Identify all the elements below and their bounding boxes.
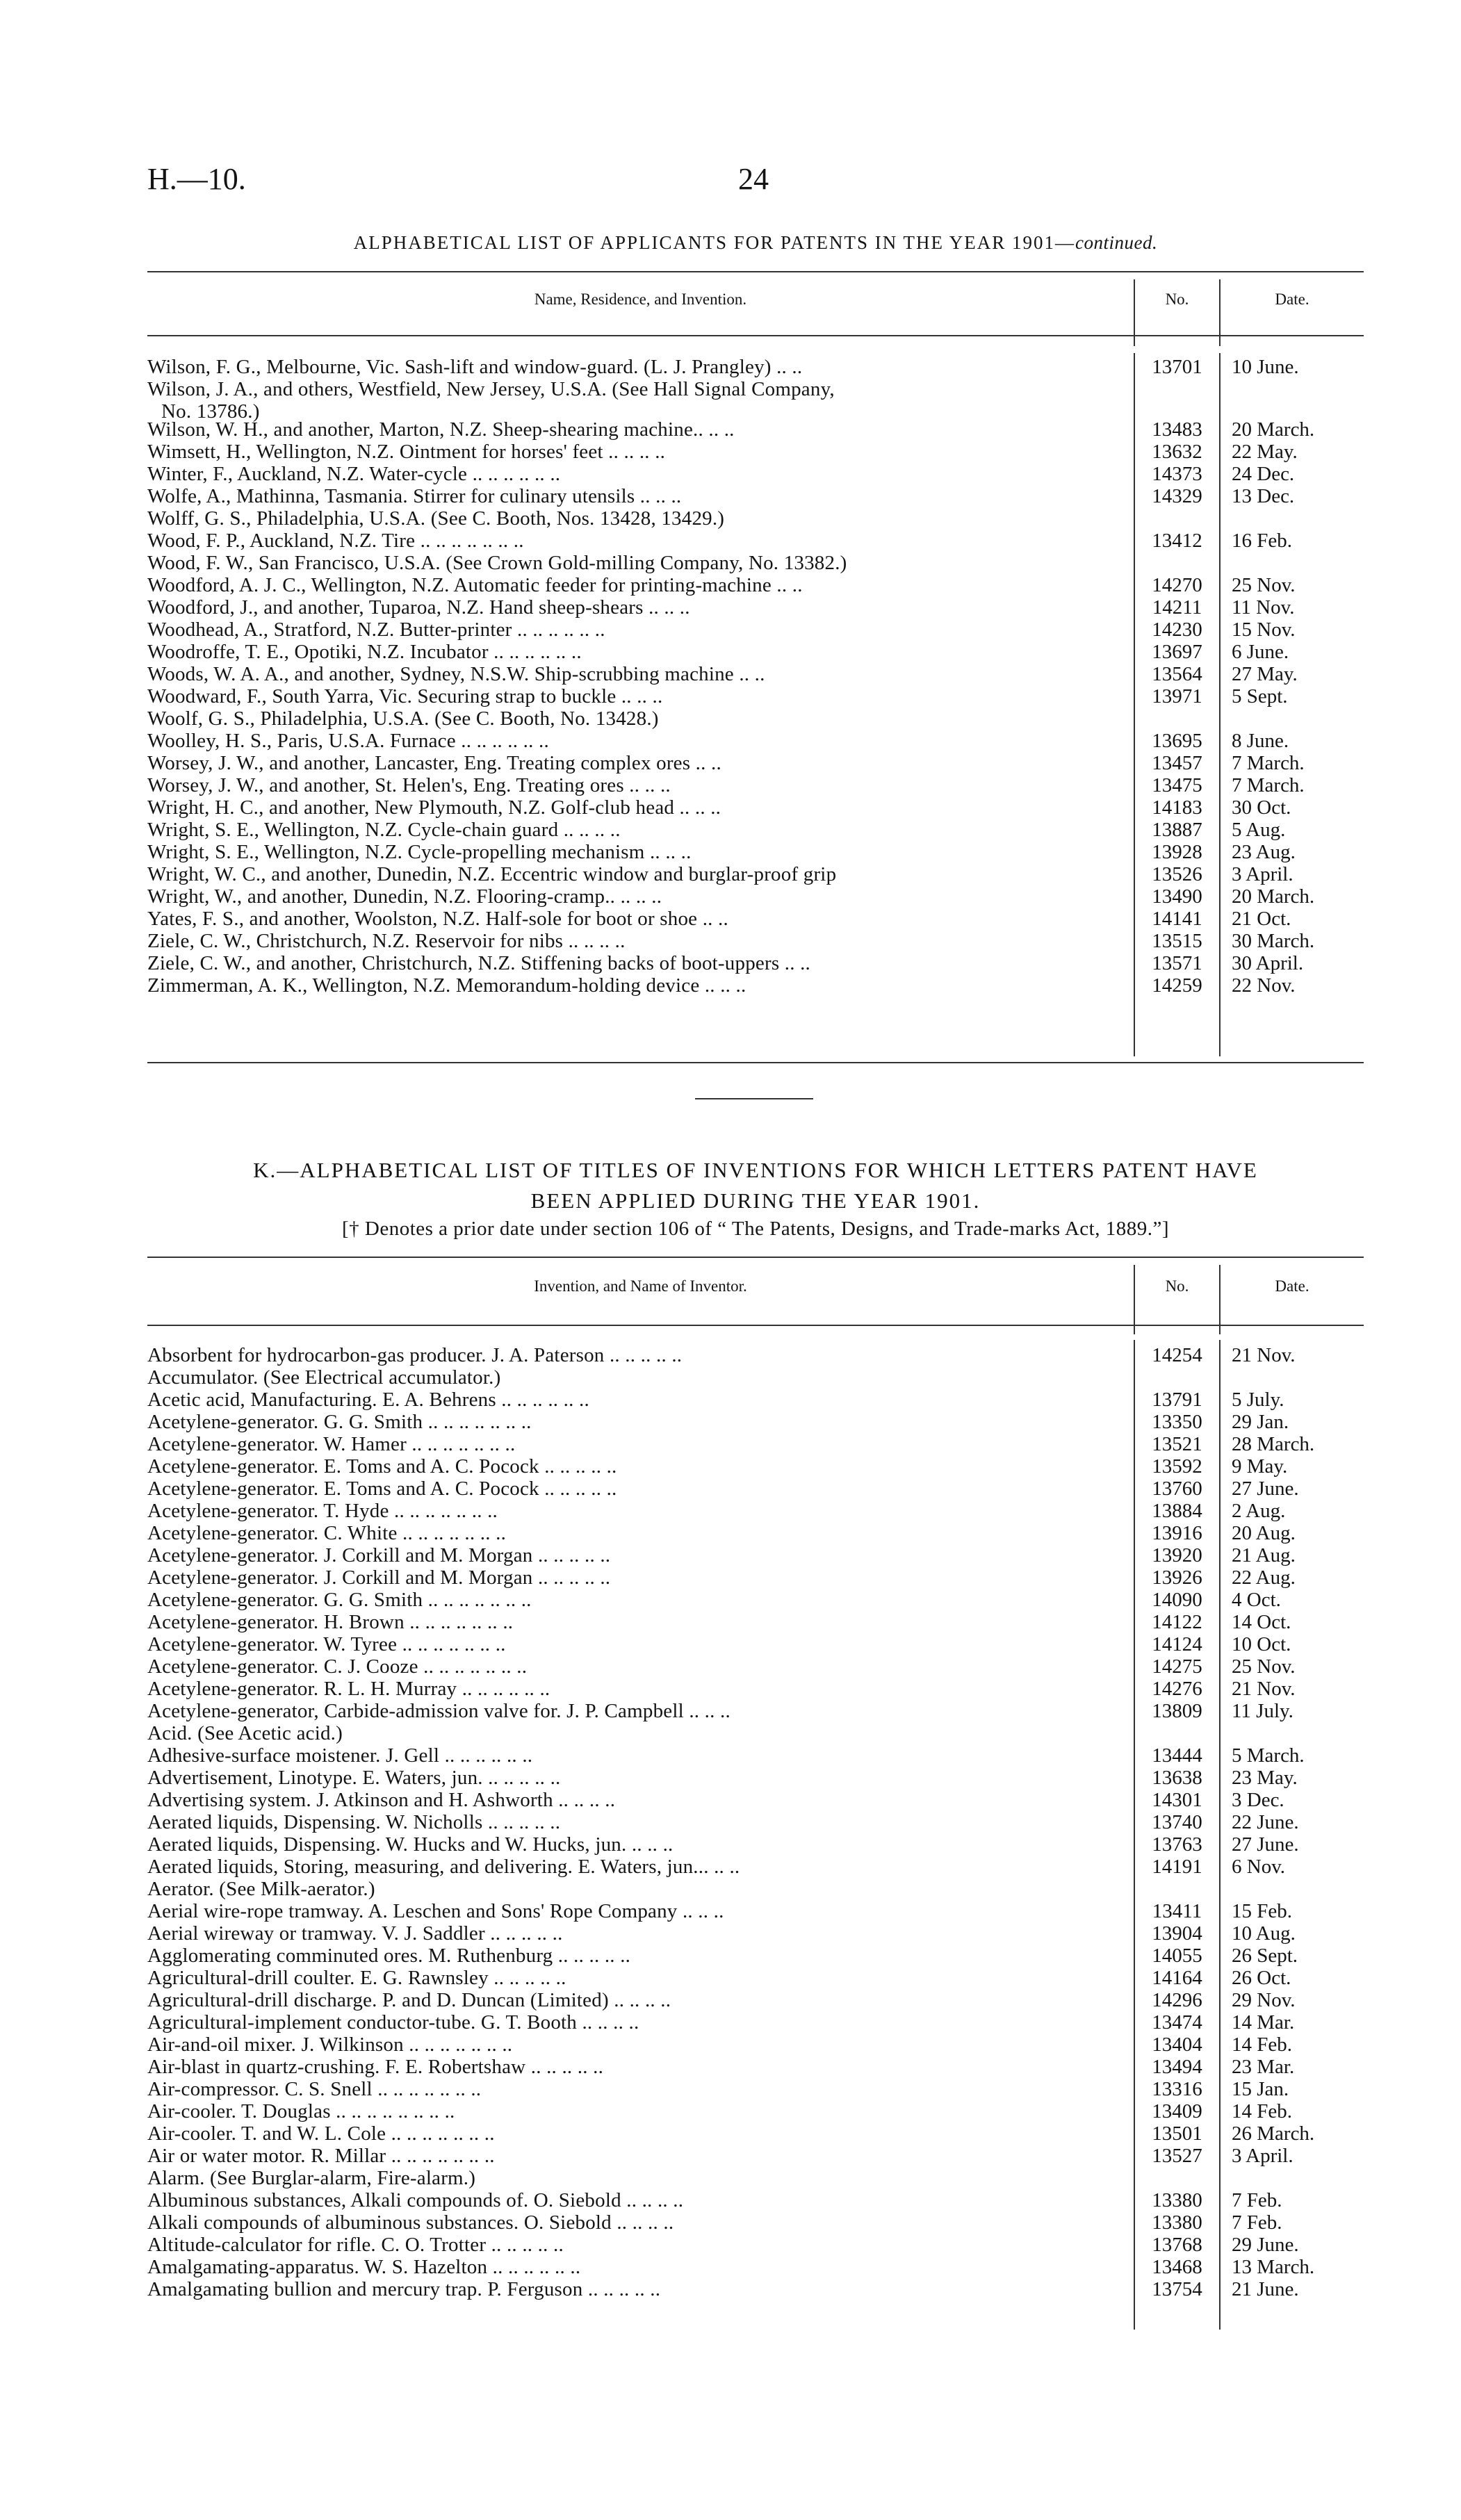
row-entry-text: Acetylene-generator, Carbide-admission valve for. J. P. Campbell .. .. .. [147,1700,730,1722]
column-divider [1134,1265,1135,1334]
row-entry-text: Air-and-oil mixer. J. Wilkinson .. .. .. .. .. .. .. [147,2034,513,2056]
row-date: 22 May. [1232,441,1298,463]
row-number: 14259 [1152,974,1202,997]
table-row [147,1500,1364,1522]
table-row [147,730,1364,752]
table-row [147,441,1364,463]
row-number: 13695 [1152,730,1202,752]
row-entry-text: Albuminous substances, Alkali compounds of. O. Siebold .. .. .. .. [147,2189,684,2211]
row-date: 2 Aug. [1232,1500,1286,1522]
column-header-no: No. [1165,291,1189,308]
row-date: 11 Nov. [1232,596,1295,619]
table-row [147,1767,1364,1789]
row-date: 3 April. [1232,863,1293,885]
row-number: 14301 [1152,1789,1202,1811]
row-entry-text: Acetic acid, Manufacturing. E. A. Behrens .. .. .. .. .. .. [147,1389,589,1411]
row-number: 13916 [1152,1522,1202,1544]
row-number: 14124 [1152,1633,1202,1655]
row-date: 27 June. [1232,1478,1299,1500]
row-date: 26 Sept. [1232,1945,1298,1967]
row-entry-text: Acetylene-generator. W. Hamer .. .. .. .. .. .. .. [147,1433,516,1455]
table-row [147,2011,1364,2034]
row-number: 13768 [1152,2234,1202,2256]
row-number: 13515 [1152,930,1202,952]
table-row [147,1989,1364,2011]
table-row [147,619,1364,641]
row-date: 27 June. [1232,1833,1299,1856]
row-entry-text: Woodward, F., South Yarra, Vic. Securing strap to buckle .. .. .. [147,685,663,707]
table-row [147,1433,1364,1455]
row-date: 23 Aug. [1232,841,1296,863]
row-date: 5 March. [1232,1744,1305,1767]
table-bottom-rule [147,1062,1364,1063]
row-number: 14164 [1152,1967,1202,1989]
row-number: 13571 [1152,952,1202,974]
row-entry-text: Aerial wireway or tramway. V. J. Saddler .. .. .. .. .. [147,1922,563,1945]
row-entry-text: Agricultural-drill coulter. E. G. Rawnsley .. .. .. .. .. [147,1967,566,1989]
row-entry-text: Advertisement, Linotype. E. Waters, jun. .. .. .. .. .. [147,1767,561,1789]
row-entry-text: Wright, H. C., and another, New Plymouth, N.Z. Golf-club head .. .. .. [147,796,721,819]
row-entry-text: Air-cooler. T. Douglas .. .. .. .. .. .. .. .. [147,2100,455,2122]
row-entry-text: Amalgamating bullion and mercury trap. P. Ferguson .. .. .. .. .. [147,2278,661,2300]
table-row [147,1811,1364,1833]
table-row [147,378,1364,400]
table-row [147,841,1364,863]
row-entry-text: Wright, W. C., and another, Dunedin, N.Z. Eccentric window and burglar-proof grip [147,863,837,885]
row-number: 14141 [1152,908,1202,930]
row-date: 4 Oct. [1232,1589,1281,1611]
table-row [147,552,1364,574]
row-number: 13474 [1152,2011,1202,2034]
table-row [147,1566,1364,1589]
row-entry-text: Wilson, W. H., and another, Marton, N.Z. Sheep-shearing machine.. .. .. [147,418,735,441]
column-header-no: No. [1165,1277,1189,1295]
row-date: 9 May. [1232,1455,1288,1478]
row-entry-text: Alarm. (See Burglar-alarm, Fire-alarm.) [147,2167,476,2189]
row-date: 15 Jan. [1232,2078,1289,2100]
table-row [147,1633,1364,1655]
table-row [147,663,1364,685]
row-number: 14254 [1152,1344,1202,1366]
row-date: 29 June. [1232,2234,1299,2256]
row-entry-text: Acetylene-generator. E. Toms and A. C. Pocock .. .. .. .. .. [147,1455,617,1478]
row-date: 14 Feb. [1232,2100,1292,2122]
row-date: 21 June. [1232,2278,1299,2300]
row-date: 6 Nov. [1232,1856,1286,1878]
row-entry-text: Worsey, J. W., and another, Lancaster, Eng. Treating complex ores .. .. [147,752,721,774]
row-entry-text: Aerated liquids, Dispensing. W. Hucks and W. Hucks, jun. .. .. .. [147,1833,674,1856]
table-row [147,1478,1364,1500]
column-header-date: Date. [1275,291,1309,308]
table-header-rule [147,1325,1364,1326]
row-date: 21 Oct. [1232,908,1291,930]
inventions-table [147,1257,1364,2334]
row-entry-text: Air-blast in quartz-crushing. F. E. Robertshaw .. .. .. .. .. [147,2056,604,2078]
row-entry-text: Aerial wire-rope tramway. A. Leschen and Sons' Rope Company .. .. .. [147,1900,724,1922]
row-entry-text: Aerated liquids, Storing, measuring, and delivering. E. Waters, jun... .. .. [147,1856,740,1878]
column-header-invention: Invention, and Name of Inventor. [534,1277,747,1295]
table-row [147,1589,1364,1611]
table-row [147,1878,1364,1900]
row-entry-text: Wolff, G. S., Philadelphia, U.S.A. (See C. Booth, Nos. 13428, 13429.) [147,507,725,530]
section1-title-text: ALPHABETICAL LIST OF APPLICANTS FOR PATENTS IN THE YEAR 1901— [353,232,1076,253]
row-entry-text: Acid. (See Acetic acid.) [147,1722,343,1744]
row-date: 21 Aug. [1232,1544,1296,1566]
row-entry-text: Agricultural-implement conductor-tube. G. T. Booth .. .. .. .. [147,2011,639,2034]
row-number: 13791 [1152,1389,1202,1411]
row-number: 13592 [1152,1455,1202,1478]
row-number: 14211 [1152,596,1202,619]
table-row [147,1411,1364,1433]
row-entry-text: Woolley, H. S., Paris, U.S.A. Furnace .. .. .. .. .. .. [147,730,549,752]
row-entry-text: Winter, F., Auckland, N.Z. Water-cycle .. .. .. .. .. .. [147,463,561,485]
table-row [147,2100,1364,2122]
row-number: 14230 [1152,619,1202,641]
row-entry-text: Ziele, C. W., Christchurch, N.Z. Reservoir for nibs .. .. .. .. [147,930,626,952]
section2-title-line2: BEEN APPLIED DURING THE YEAR 1901. [530,1188,981,1213]
row-entry-text: Absorbent for hydrocarbon-gas producer. J. A. Paterson .. .. .. .. .. [147,1344,683,1366]
row-date: 5 July. [1232,1389,1284,1411]
table-row [147,1900,1364,1922]
row-number: 13564 [1152,663,1202,685]
row-date: 22 Nov. [1232,974,1296,997]
row-entry-text: Acetylene-generator. J. Corkill and M. Morgan .. .. .. .. .. [147,1566,611,1589]
row-entry-text: Wood, F. P., Auckland, N.Z. Tire .. .. .. .. .. .. .. [147,530,524,552]
table-row [147,1833,1364,1856]
row-entry-text: Zimmerman, A. K., Wellington, N.Z. Memorandum-holding device .. .. .. [147,974,746,997]
row-number: 13444 [1152,1744,1202,1767]
table-row [147,685,1364,707]
row-entry-text: Ziele, C. W., and another, Christchurch, N.Z. Stiffening backs of boot-uppers .. .. [147,952,811,974]
row-date: 30 March. [1232,930,1315,952]
row-date: 8 June. [1232,730,1289,752]
row-entry-text: Wright, S. E., Wellington, N.Z. Cycle-propelling mechanism .. .. .. [147,841,692,863]
row-entry-text: Agricultural-drill discharge. P. and D. Duncan (Limited) .. .. .. .. [147,1989,671,2011]
row-date: 21 Nov. [1232,1678,1296,1700]
page-number: 24 [738,162,769,196]
row-date: 22 Aug. [1232,1566,1296,1589]
row-entry-text: Wood, F. W., San Francisco, U.S.A. (See Crown Gold-milling Company, No. 13382.) [147,552,847,574]
row-entry-text: Alkali compounds of albuminous substances. O. Siebold .. .. .. .. [147,2211,674,2234]
row-number: 13409 [1152,2100,1202,2122]
row-number: 13527 [1152,2145,1202,2167]
row-entry-text: Acetylene-generator. H. Brown .. .. .. .. .. .. .. [147,1611,514,1633]
table-top-rule [147,271,1364,272]
document-reference: H.—10. [147,162,246,196]
row-number: 13632 [1152,441,1202,463]
section2-note: [† Denotes a prior date under section 106 of “ The Patents, Designs, and Trade-marks Act, 1889.”] [342,1218,1169,1240]
table-row [147,463,1364,485]
row-date: 23 May. [1232,1767,1298,1789]
row-date: 26 Oct. [1232,1967,1291,1989]
row-entry-text: Air or water motor. R. Millar .. .. .. .. .. .. .. [147,2145,495,2167]
row-entry-text: Wilson, F. G., Melbourne, Vic. Sash-lift and window-guard. (L. J. Prangley) .. .. [147,356,803,378]
table-row [147,1789,1364,1811]
table-row [147,2145,1364,2167]
row-date: 20 March. [1232,418,1315,441]
row-number: 13928 [1152,841,1202,863]
table-row [147,1389,1364,1411]
row-entry-text: Wimsett, H., Wellington, N.Z. Ointment for horses' feet .. .. .. .. [147,441,666,463]
row-number: 14276 [1152,1678,1202,1700]
row-number: 13887 [1152,819,1202,841]
table-row [147,574,1364,596]
row-number: 14270 [1152,574,1202,596]
table-row [147,885,1364,908]
row-number: 13475 [1152,774,1202,796]
row-number: 13971 [1152,685,1202,707]
row-number: 13490 [1152,885,1202,908]
column-header-name: Name, Residence, and Invention. [534,291,747,308]
row-date: 27 May. [1232,663,1298,685]
table-row [147,1722,1364,1744]
applicants-table [147,271,1364,1063]
row-date: 7 March. [1232,752,1305,774]
table-row [147,1344,1364,1366]
row-entry-text: Aerator. (See Milk-aerator.) [147,1878,375,1900]
row-date: 30 April. [1232,952,1304,974]
row-date: 29 Jan. [1232,1411,1289,1433]
row-number: 14090 [1152,1589,1202,1611]
row-number: 14373 [1152,463,1202,485]
row-entry-text: Acetylene-generator. C. White .. .. .. .. .. .. .. [147,1522,507,1544]
row-number: 13701 [1152,356,1202,378]
row-number: 14191 [1152,1856,1202,1878]
row-entry-text: Air-compressor. C. S. Snell .. .. .. .. .. .. .. [147,2078,482,2100]
row-number: 13501 [1152,2122,1202,2145]
section1-title [147,232,1364,254]
table-row [147,1922,1364,1945]
row-date: 7 Feb. [1232,2189,1282,2211]
table-row [147,485,1364,507]
column-header-date: Date. [1275,1277,1309,1295]
table-row [147,952,1364,974]
row-entry-text: Acetylene-generator. E. Toms and A. C. Pocock .. .. .. .. .. [147,1478,617,1500]
table-row [147,1700,1364,1722]
table-row [147,1678,1364,1700]
row-date: 30 Oct. [1232,796,1291,819]
row-number: 13526 [1152,863,1202,885]
row-date: 7 March. [1232,774,1305,796]
table-row [147,418,1364,441]
row-entry-text: Advertising system. J. Atkinson and H. Ashworth .. .. .. .. [147,1789,616,1811]
row-date: 15 Feb. [1232,1900,1292,1922]
table-row [147,596,1364,619]
row-entry-text: Adhesive-surface moistener. J. Gell .. .. .. .. .. .. [147,1744,533,1767]
row-entry-text: Acetylene-generator. R. L. H. Murray .. .. .. .. .. .. [147,1678,550,1700]
row-date: 14 Feb. [1232,2034,1292,2056]
row-entry-text: No. 13786.) [161,400,260,423]
table-row [147,2167,1364,2189]
row-date: 29 Nov. [1232,1989,1296,2011]
table-row [147,2034,1364,2056]
row-entry-text: Woodford, A. J. C., Wellington, N.Z. Automatic feeder for printing-machine .. .. [147,574,803,596]
table-row [147,507,1364,530]
row-entry-text: Wilson, J. A., and others, Westfield, New Jersey, U.S.A. (See Hall Signal Company, [147,378,835,400]
row-entry-text: Woodhead, A., Stratford, N.Z. Butter-printer .. .. .. .. .. .. [147,619,605,641]
row-date: 13 March. [1232,2256,1315,2278]
table-row [147,1945,1364,1967]
table-row [147,930,1364,952]
row-number: 14296 [1152,1989,1202,2011]
row-number: 14055 [1152,1945,1202,1967]
row-date: 16 Feb. [1232,530,1292,552]
row-date: 21 Nov. [1232,1344,1296,1366]
table-row [147,1744,1364,1767]
table-row [147,2256,1364,2278]
row-entry-text: Wright, W., and another, Dunedin, N.Z. Flooring-cramp.. .. .. .. [147,885,662,908]
row-number: 13457 [1152,752,1202,774]
row-entry-text: Woolf, G. S., Philadelphia, U.S.A. (See C. Booth, No. 13428.) [147,707,659,730]
row-entry-text: Accumulator. (See Electrical accumulator.) [147,1366,501,1389]
table-row [147,400,1364,423]
row-date: 25 Nov. [1232,1655,1296,1678]
row-number: 13697 [1152,641,1202,663]
table-row [147,2278,1364,2300]
row-number: 13350 [1152,1411,1202,1433]
row-entry-text: Woodroffe, T. E., Opotiki, N.Z. Incubator .. .. .. .. .. .. [147,641,582,663]
table-row [147,2078,1364,2100]
column-divider [1219,1265,1221,1334]
row-number: 13638 [1152,1767,1202,1789]
row-date: 20 March. [1232,885,1315,908]
row-number: 13412 [1152,530,1202,552]
table-row [147,819,1364,841]
section1-title-suffix: continued. [1075,232,1158,253]
section2-title [147,1155,1364,1216]
row-date: 5 Aug. [1232,819,1286,841]
row-date: 11 July. [1232,1700,1293,1722]
row-number: 14122 [1152,1611,1202,1633]
table-row [147,356,1364,378]
row-date: 20 Aug. [1232,1522,1296,1544]
table-row [147,752,1364,774]
table-row [147,2234,1364,2256]
row-entry-text: Aerated liquids, Dispensing. W. Nicholls .. .. .. .. .. [147,1811,561,1833]
table-row [147,2122,1364,2145]
table-row [147,974,1364,997]
table-row [147,1856,1364,1878]
row-entry-text: Woodford, J., and another, Tuparoa, N.Z. Hand sheep-shears .. .. .. [147,596,690,619]
row-date: 13 Dec. [1232,485,1295,507]
table-row [147,1655,1364,1678]
table-row [147,2189,1364,2211]
row-number: 13404 [1152,2034,1202,2056]
row-date: 23 Mar. [1232,2056,1295,2078]
table-row [147,796,1364,819]
row-date: 14 Mar. [1232,2011,1295,2034]
row-entry-text: Woods, W. A. A., and another, Sydney, N.S.W. Ship-scrubbing machine .. .. [147,663,765,685]
row-number: 13483 [1152,418,1202,441]
table-row [147,863,1364,885]
row-number: 13754 [1152,2278,1202,2300]
row-number: 13884 [1152,1500,1202,1522]
row-number: 13760 [1152,1478,1202,1500]
table-header-rule [147,335,1364,336]
table-row [147,707,1364,730]
row-date: 3 Dec. [1232,1789,1284,1811]
row-number: 13380 [1152,2211,1202,2234]
row-entry-text: Worsey, J. W., and another, St. Helen's, Eng. Treating ores .. .. .. [147,774,671,796]
row-date: 5 Sept. [1232,685,1288,707]
row-date: 10 Aug. [1232,1922,1296,1945]
table-row [147,1611,1364,1633]
table-row [147,774,1364,796]
row-date: 26 March. [1232,2122,1315,2145]
row-number: 13468 [1152,2256,1202,2278]
row-number: 14329 [1152,485,1202,507]
row-entry-text: Wright, S. E., Wellington, N.Z. Cycle-chain guard .. .. .. .. [147,819,621,841]
row-number: 13904 [1152,1922,1202,1945]
row-number: 13740 [1152,1811,1202,1833]
row-date: 25 Nov. [1232,574,1296,596]
row-date: 10 June. [1232,356,1299,378]
row-entry-text: Altitude-calculator for rifle. C. O. Trotter .. .. .. .. .. [147,2234,564,2256]
row-date: 6 June. [1232,641,1289,663]
table-row [147,1967,1364,1989]
table-row [147,1522,1364,1544]
table-row [147,530,1364,552]
row-entry-text: Air-cooler. T. and W. L. Cole .. .. .. .. .. .. .. [147,2122,495,2145]
row-number: 13316 [1152,2078,1202,2100]
row-date: 28 March. [1232,1433,1315,1455]
table-row [147,2211,1364,2234]
row-date: 24 Dec. [1232,463,1295,485]
row-entry-text: Agglomerating comminuted ores. M. Ruthenburg .. .. .. .. .. [147,1945,631,1967]
table-row [147,2056,1364,2078]
row-date: 7 Feb. [1232,2211,1282,2234]
row-entry-text: Yates, F. S., and another, Woolston, N.Z. Half-sole for boot or shoe .. .. [147,908,728,930]
row-date: 3 April. [1232,2145,1293,2167]
row-number: 13809 [1152,1700,1202,1722]
applicants-rows [147,356,1364,997]
table-row [147,641,1364,663]
row-entry-text: Acetylene-generator. T. Hyde .. .. .. .. .. .. .. [147,1500,498,1522]
section2-title-line1: K.—ALPHABETICAL LIST OF TITLES OF INVENTIONS FOR WHICH LETTERS PATENT HAVE [253,1158,1258,1182]
row-number: 13521 [1152,1433,1202,1455]
row-number: 13926 [1152,1566,1202,1589]
row-entry-text: Amalgamating-apparatus. W. S. Hazelton .. .. .. .. .. .. [147,2256,581,2278]
row-number: 13763 [1152,1833,1202,1856]
row-entry-text: Acetylene-generator. C. J. Cooze .. .. .. .. .. .. .. [147,1655,528,1678]
table-top-rule [147,1257,1364,1258]
row-date: 22 June. [1232,1811,1299,1833]
row-entry-text: Acetylene-generator. G. G. Smith .. .. .. .. .. .. .. [147,1411,532,1433]
row-entry-text: Acetylene-generator. G. G. Smith .. .. .. .. .. .. .. [147,1589,532,1611]
row-entry-text: Wolfe, A., Mathinna, Tasmania. Stirrer for culinary utensils .. .. .. [147,485,682,507]
section-separator [695,1098,813,1099]
row-number: 13920 [1152,1544,1202,1566]
inventions-rows [147,1344,1364,2300]
row-number: 14275 [1152,1655,1202,1678]
row-number: 13380 [1152,2189,1202,2211]
table-row [147,1544,1364,1566]
table-row [147,1366,1364,1389]
table-row [147,1455,1364,1478]
row-date: 15 Nov. [1232,619,1296,641]
table-row [147,908,1364,930]
row-number: 13494 [1152,2056,1202,2078]
row-entry-text: Acetylene-generator. W. Tyree .. .. .. .. .. .. .. [147,1633,506,1655]
row-number: 13411 [1152,1900,1202,1922]
row-number: 14183 [1152,796,1202,819]
row-date: 10 Oct. [1232,1633,1291,1655]
row-entry-text: Acetylene-generator. J. Corkill and M. Morgan .. .. .. .. .. [147,1544,611,1566]
row-date: 14 Oct. [1232,1611,1291,1633]
